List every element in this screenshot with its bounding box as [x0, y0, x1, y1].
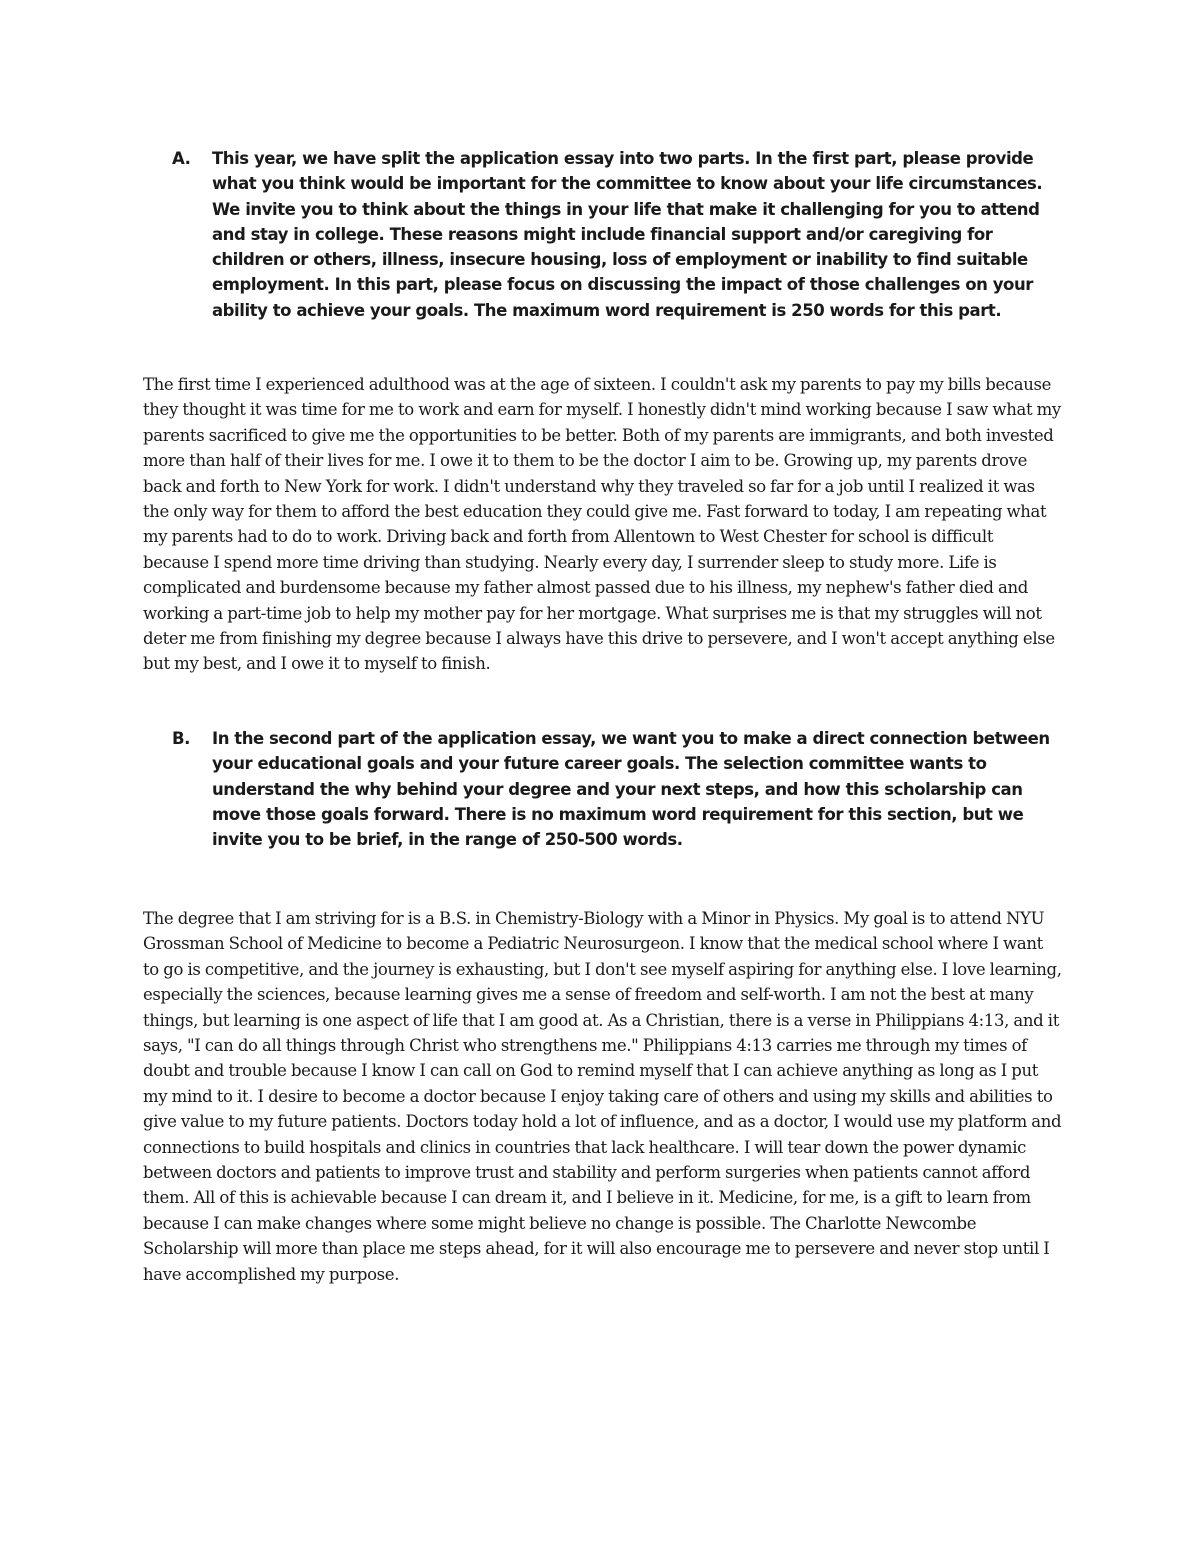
essay-prompt-a [172, 146, 1052, 323]
essay-response-a: The first time I experienced adulthood was at the age of sixteen. I couldn't ask my parents to pay my bills because they thought it was time for me to work and earn for myself. I honestly didn't mind working because I saw what my parents sacrificed to give me the opportunities to be better. Both of my parents are immigrants, and both invested more than half of their lives for me. I owe it to them to be the doctor I aim to be. Growing up, my parents drove back and forth to New York for work. I didn't understand why they traveled so far for a job until I realized it was the only way for them to afford the best education they could give me. Fast forward to today, I am repeating what my parents had to do to work. Driving back and forth from Allentown to West Chester for school is difficult because I spend more time driving than studying. Nearly every day, I surrender sleep to study more. Life is complicated and burdensome because my father almost passed due to his illness, my nephew's father died and working a part-time job to help my mother pay for her mortgage. What surprises me is that my struggles will not deter me from finishing my degree because I always have this drive to persevere, and I won't accept anything else but my best, and I owe it to myself to finish. [143, 375, 1061, 674]
essay-prompt-b [172, 726, 1052, 852]
list-marker-b: B. [172, 729, 190, 748]
list-marker-a: A. [172, 149, 191, 168]
prompt-a-text: This year, we have split the application essay into two parts. In the first part, please provide what you think would be important for the committee to know about your life circumstances. We invite you to think about the things in your life that make it challenging for you to attend and stay in college. These reasons might include financial support and/or caregiving for children or others, illness, insecure housing, loss of employment or inability to find suitable employment. In this part, please focus on discussing the impact of those challenges on your ability to achieve your goals. The maximum word requirement is 250 words for this part. [212, 149, 1043, 320]
essay-response-b: The degree that I am striving for is a B.S. in Chemistry-Biology with a Minor in Physics. My goal is to attend NYU Grossman School of Medicine to become a Pediatric Neurosurgeon. I know that the medical school where I want to go is competitive, and the journey is exhausting, but I don't see myself aspiring for anything else. I love learning, especially the sciences, because learning gives me a sense of freedom and self-worth. I am not the best at many things, but learning is one aspect of life that I am good at. As a Christian, there is a verse in Philippians 4:13, and it says, "I can do all things through Christ who strengthens me." Philippians 4:13 carries me through my times of doubt and trouble because I know I can call on God to remind myself that I can achieve anything as long as I put my mind to it. I desire to become a doctor because I enjoy taking care of others and using my skills and abilities to give value to my future patients. Doctors today hold a lot of influence, and as a doctor, I would use my platform and connections to build hospitals and clinics in countries that lack healthcare. I will tear down the power dynamic between doctors and patients to improve trust and stability and perform surgeries when patients cannot afford them. All of this is achievable because I can dream it, and I believe in it. Medicine, for me, is a gift to learn from because I can make changes where some might believe no change is possible. The Charlotte Newcombe Scholarship will more than place me steps ahead, for it will also encourage me to persevere and never stop until I have accomplished my purpose. [143, 909, 1062, 1284]
prompt-b-text: In the second part of the application essay, we want you to make a direct connection between your educational goals and your future career goals. The selection committee wants to understand the why behind your degree and your next steps, and how this scholarship can move those goals forward. There is no maximum word requirement for this section, but we invite you to be brief, in the range of 250-500 words. [212, 729, 1050, 850]
